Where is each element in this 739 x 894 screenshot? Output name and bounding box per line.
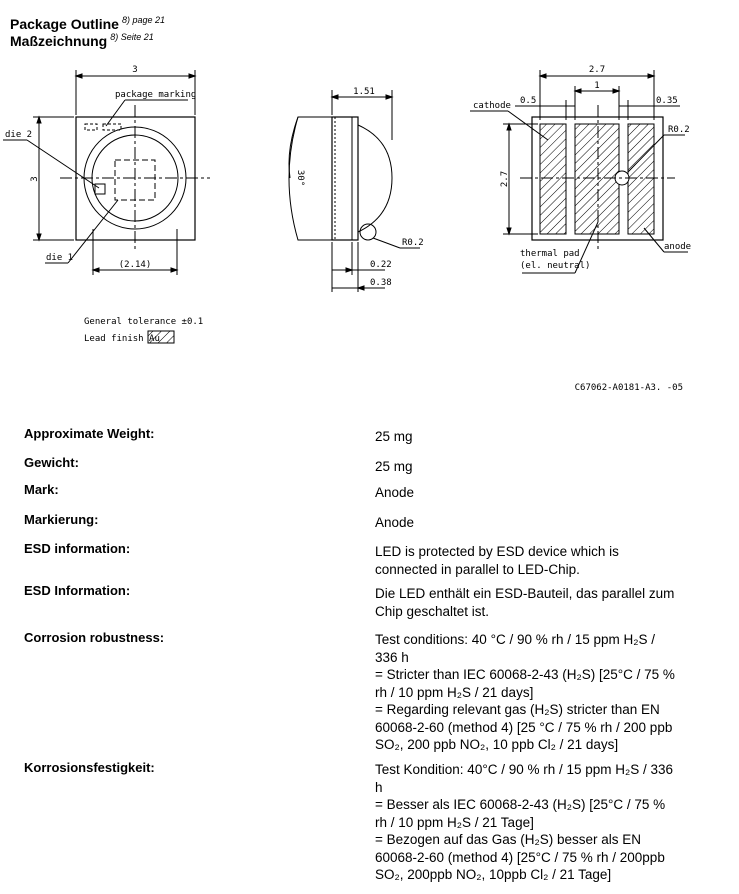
property-value: Anode: [375, 485, 415, 500]
dim-bottom-1: 1: [594, 81, 600, 91]
drawing-code: C67062-A0181-A3. -05: [574, 383, 683, 393]
tolerance-note: General tolerance ±0.1: [84, 317, 204, 327]
page-ref-en: 8) page 21: [121, 15, 165, 25]
top-view: [3, 70, 210, 275]
dim-bottom-035: 0.35: [656, 96, 678, 106]
property-label: Korrosionsfestigkeit:: [24, 760, 155, 775]
property-label: ESD information:: [24, 541, 131, 556]
page-ref-de: 8) Seite 21: [110, 32, 154, 42]
property-value: Test conditions: 40 °C / 90 % rh / 15 ppm H₂S / 336 h = Stricter than IEC 60068-2-43 (H₂S) [25°C / 75 % rh / 10 ppm H₂S / 21 days] = Regarding relevant gas (H₂S) stricter than EN 60068-2-60 (method 4) [25 °C / 75 % rh / 200 ppb SO₂, 200 ppb NO₂, 10 ppb Cl₂ / 21 days]: [375, 632, 675, 752]
property-value: Die LED enthält ein ESD-Bauteil, das parallel zum Chip geschaltet ist.: [375, 586, 675, 619]
label-die-2: die 2: [5, 130, 33, 140]
property-value: Test Kondition: 40°C / 90 % rh / 15 ppm H₂S / 336 h = Besser als IEC 60068-2-43 (H₂S) [25°C / 75 % rh / 10 ppm H₂S / 21 Tage] = Bezogen auf das Gas (H₂S) besser als EN 60068-2-60 (method 4) [25°C / 75 % rh / 200ppb SO₂, 200ppb NO₂, 10ppb Cl₂ / 21 Tage]: [375, 762, 674, 882]
dim-bottom-05: 0.5: [520, 96, 537, 106]
lead-finish-note: Lead finish Au: [84, 334, 160, 344]
property-value: 25 mg: [375, 459, 413, 474]
dim-height: 3: [30, 176, 40, 182]
dim-r-side: R0.2: [402, 238, 424, 248]
dim-bottom-height: 2.7: [500, 170, 510, 188]
property-label: ESD Information:: [24, 583, 131, 598]
property-value: Anode: [375, 515, 415, 530]
property-value: 25 mg: [375, 429, 413, 444]
property-value: LED is protected by ESD device which is connected in parallel to LED-Chip.: [375, 544, 619, 577]
property-label: Mark:: [24, 482, 59, 497]
package-outline-drawing: [0, 0, 739, 400]
label-die-1: die 1: [46, 253, 74, 263]
title-en: Package Outline: [10, 16, 119, 32]
property-label: Corrosion robustness:: [24, 630, 165, 645]
label-thermal-pad: thermal pad: [520, 249, 580, 259]
dim-022: 0.22: [370, 260, 392, 270]
property-label: Gewicht:: [24, 455, 79, 470]
side-view: [289, 90, 420, 292]
label-cathode: cathode: [473, 101, 511, 111]
dim-038: 0.38: [370, 278, 392, 288]
dim-side-top: 1.51: [353, 87, 375, 97]
label-anode: anode: [664, 242, 692, 252]
dim-inner: (2.14): [118, 260, 152, 270]
property-label: Markierung:: [24, 512, 99, 527]
title-de: Maßzeichnung: [10, 33, 108, 49]
property-label: Approximate Weight:: [24, 426, 155, 441]
label-thermal-neutral: (el. neutral): [520, 261, 591, 271]
dim-r-bottom: R0.2: [668, 125, 690, 135]
dim-angle: 30°: [295, 169, 305, 187]
dim-bottom-width: 2.7: [588, 65, 606, 75]
dim-width: 3: [132, 65, 138, 75]
label-package-marking: package marking: [115, 90, 197, 100]
